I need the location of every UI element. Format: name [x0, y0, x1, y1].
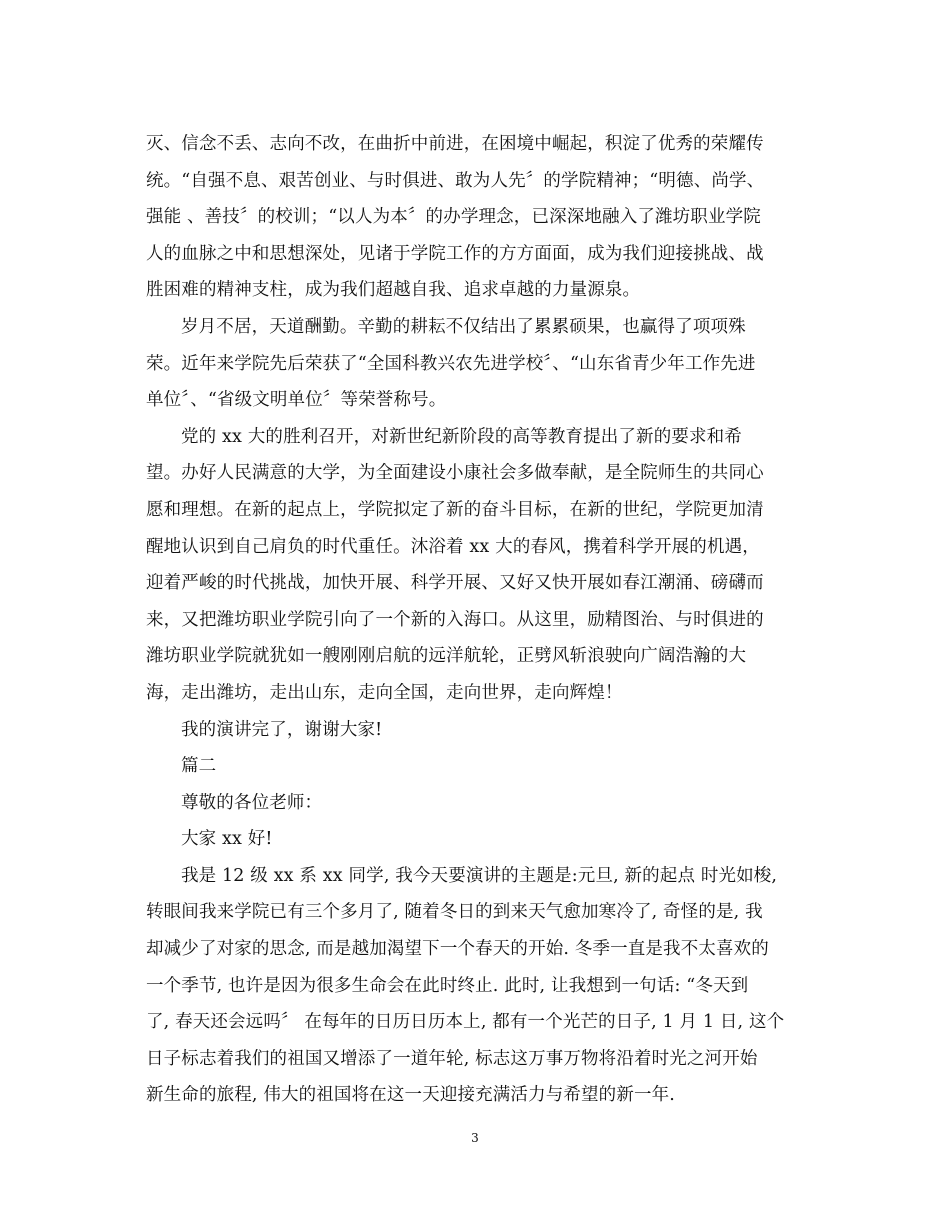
page-number: 3: [471, 1131, 479, 1145]
text-line: 大家 xx 好!: [181, 829, 273, 850]
text-line: 醒地认识到自己肩负的时代重任。沐浴着 xx 大的春风，携着科学开展的机遇，: [146, 536, 760, 557]
text-line: 来，又把潍坊职业学院引向了一个新的入海口。从这里，励精图治、与时俱进的: [146, 609, 764, 630]
text-line: 日子标志着我们的祖国又增添了一道年轮, 标志这万事万物将沿着时光之河开始: [146, 1048, 758, 1069]
text-line: 强能 、善技〞的校训；“以人为本〞的办学理念，已深深地融入了潍坊职业学院: [146, 207, 761, 228]
text-line: 潍坊职业学院就犹如一艘刚刚启航的远洋航轮，正劈风斩浪驶向广阔浩瀚的大: [146, 646, 747, 667]
text-line: 荣。近年来学院先后荣获了“全国科教兴农先进学校〞、“山东省青少年工作先进: [146, 353, 756, 374]
text-line: 了, 春天还会远吗〞 在每年的日历日历本上, 都有一个光芒的日子, 1 月 1 日, 这个: [146, 1012, 785, 1033]
text-line: 一个季节, 也许是因为很多生命会在此时终止. 此时, 让我想到一句话: “冬天到: [146, 975, 749, 996]
text-line: 我的演讲完了，谢谢大家!: [181, 719, 383, 740]
text-line: 新生命的旅程, 伟大的祖国将在这一天迎接充满活力与希望的新一年.: [146, 1085, 675, 1106]
text-line: 胜困难的精神支柱，成为我们超越自我、追求卓越的力量源泉。: [146, 280, 641, 301]
text-line: 我是 12 级 xx 系 xx 同学, 我今天要演讲的主题是:元旦, 新的起点 时光如梭,: [181, 865, 778, 886]
text-line: 海，走出潍坊，走出山东，走向全国，走向世界，走向辉煌！: [146, 682, 623, 703]
text-line: 单位〞、“省级文明单位〞等荣誉称号。: [146, 390, 447, 411]
text-line: 岁月不居，天道酬勤。辛勤的耕耘不仅结出了累累硕果，也赢得了项项殊: [181, 316, 746, 337]
document-body: [146, 126, 808, 1114]
text-line: 转眼间我来学院已有三个多月了, 随着冬日的到来天气愈加寒冷了, 奇怪的是, 我: [146, 902, 763, 923]
text-line: 尊敬的各位老师：: [181, 792, 323, 813]
text-line: 党的 xx 大的胜利召开，对新世纪新阶段的高等教育提出了新的要求和希: [181, 426, 742, 447]
text-line: 篇二: [181, 756, 217, 777]
text-line: 统。“自强不息、艰苦创业、与时俱进、敢为人先〞的学院精神；“明德、尚学、: [146, 170, 765, 191]
text-line: 人的血脉之中和思想深处，见诸于学院工作的方方面面，成为我们迎接挑战、战: [146, 243, 764, 264]
text-line: 却减少了对家的思念, 而是越加渴望下一个春天的开始. 冬季一直是我不太喜欢的: [146, 939, 769, 960]
text-line: 望。办好人民满意的大学，为全面建设小康社会多做奉献，是全院师生的共同心: [146, 463, 764, 484]
text-line: 灭、信念不丢、志向不改，在曲折中前进，在困境中崛起，积淀了优秀的荣耀传: [146, 134, 764, 154]
text-line: 迎着严峻的时代挑战，加快开展、科学开展、又好又快开展如春江潮涌、磅礴而: [146, 573, 764, 594]
text-line: 愿和理想。在新的起点上，学院拟定了新的奋斗目标，在新的世纪，学院更加清: [146, 499, 764, 520]
